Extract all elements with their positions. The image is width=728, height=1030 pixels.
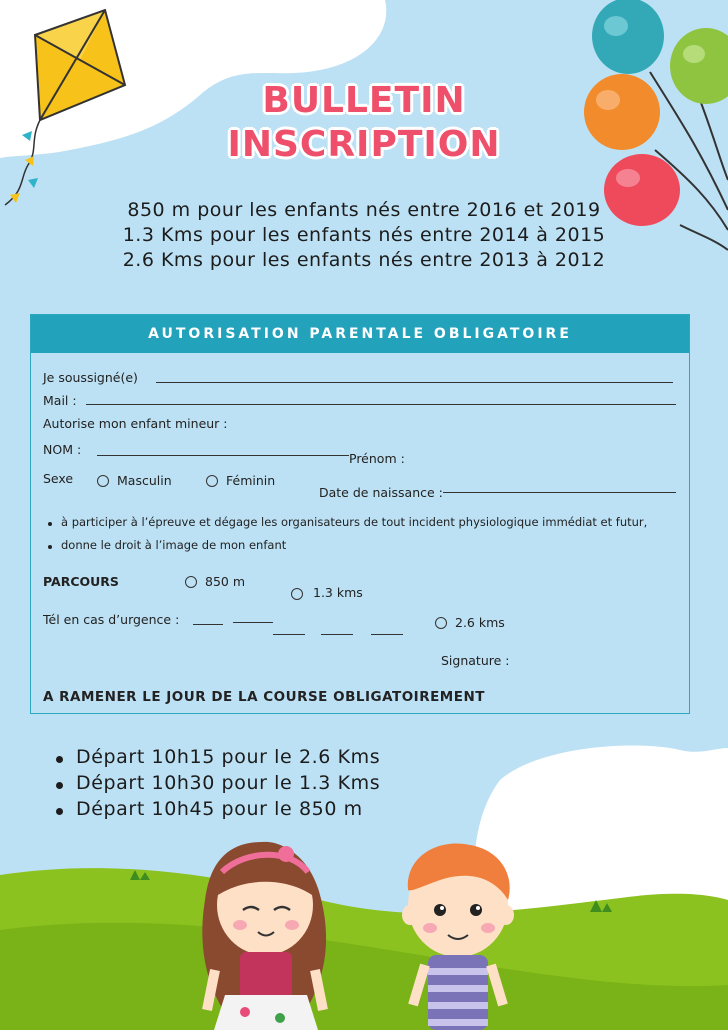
signature-label: Signature : [441,653,510,668]
option-850m-label: 850 m [205,574,246,589]
nom-label: NOM : [43,442,82,457]
option-13kms-label: 1.3 kms [313,585,363,600]
tel-field-2[interactable] [233,622,273,623]
masculin-radio[interactable] [97,475,109,487]
radio-850m[interactable] [185,576,197,588]
feminin-radio[interactable] [206,475,218,487]
soussigne-label: Je soussigné(e) [43,370,138,385]
tel-field-4[interactable] [321,634,353,635]
option-26kms-label: 2.6 kms [455,615,505,630]
sexe-label: Sexe [43,471,74,486]
nom-field[interactable] [97,455,349,456]
authorization-form [30,314,690,714]
feminin-label: Féminin [226,473,276,488]
soussigne-field[interactable] [156,382,673,383]
departure-26kms: Départ 10h15 pour le 2.6 Kms [76,746,381,768]
tel-field-1[interactable] [193,624,223,625]
parcours-label: PARCOURS [43,574,119,589]
mail-field[interactable] [86,404,676,405]
intro-line-850: 850 m pour les enfants nés entre 2016 et 2019 [127,199,601,221]
naissance-label: Date de naissance : [319,485,443,500]
naissance-field[interactable] [443,492,676,493]
form-header: AUTORISATION PARENTALE OBLIGATOIRE [31,315,689,353]
radio-26kms[interactable] [435,617,447,629]
mail-label: Mail : [43,393,77,408]
intro-line-26: 2.6 Kms pour les enfants nés entre 2013 à 2012 [122,249,606,271]
tel-field-5[interactable] [371,634,403,635]
departure-13kms: Départ 10h30 pour le 1.3 Kms [76,772,381,794]
radio-13kms[interactable] [291,588,303,600]
prenom-label: Prénom : [349,451,405,466]
autorise-label: Autorise mon enfant mineur : [43,416,228,431]
departure-850m: Départ 10h45 pour le 850 m [76,798,363,820]
title-line-2: INSCRIPTION [227,124,501,165]
bullet-decharge: à participer à l’épreuve et dégage les organisateurs de tout incident physiologique immédiat et futur, [61,515,648,529]
intro-line-13: 1.3 Kms pour les enfants nés entre 2014 à 2015 [122,224,606,246]
footer-note: A RAMENER LE JOUR DE LA COURSE OBLIGATOIREMENT [43,689,485,705]
masculin-label: Masculin [117,473,172,488]
title-line-1: BULLETIN [262,80,466,121]
girl-illustration [202,842,326,1030]
category-info [40,198,688,273]
tel-label: Tél en cas d’urgence : [43,612,180,627]
bullet-droit-image: donne le droit à l’image de mon enfant [61,538,287,552]
tel-field-3[interactable] [273,634,305,635]
boy-illustration [402,843,514,1030]
